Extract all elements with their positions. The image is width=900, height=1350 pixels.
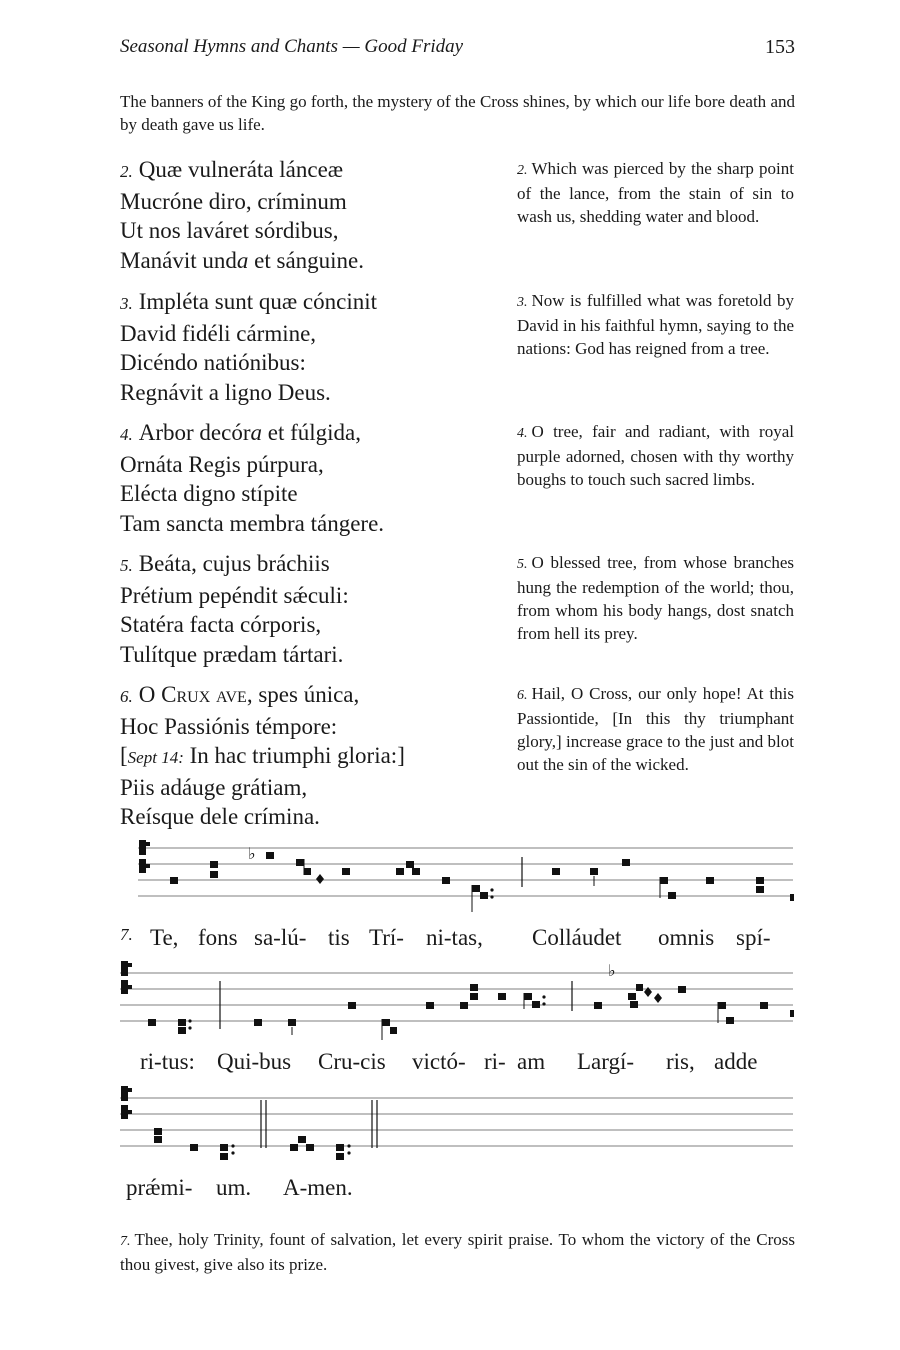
stanza-number: 4. — [517, 426, 528, 441]
chant-staff-1 — [120, 830, 795, 915]
verse-line: David fidéli cármine, — [120, 320, 317, 346]
english-translation: 5. O blessed tree, from whose branches hung the redemption of the world; thou, from whom his body hangs, dost snatch from hell its prey. — [517, 553, 794, 643]
chant-syllable: Largí- — [577, 1049, 635, 1074]
chant-syllable: sa-lú- — [254, 925, 307, 950]
latin-verse — [120, 418, 505, 538]
chant-syllable: fons — [198, 925, 238, 950]
running-header — [120, 36, 795, 66]
intro-translation: The banners of the King go forth, the mystery of the Cross shines, by which our life bore death and by death gave us life. — [120, 92, 795, 134]
verse-line: Dicéndo natiónibus: — [120, 350, 306, 375]
chant-lyrics-3 — [120, 1175, 795, 1205]
chant-syllable: ris, — [666, 1049, 695, 1074]
chant-staff-3 — [120, 1078, 795, 1168]
verse-line: Ut nos laváret sórdibus, — [120, 218, 339, 243]
chant-lyrics-2 — [120, 1049, 795, 1079]
verse-line: Tam sancta membra tángere. — [120, 510, 385, 536]
verse-line: 4. Arbor decóra et fúlgida, — [120, 420, 362, 445]
do-clef-icon — [139, 840, 150, 873]
chant-syllable: Trí- — [369, 925, 404, 950]
stanza-number: 3. — [120, 294, 133, 313]
stanza-number: 3. — [517, 295, 528, 310]
verse-line: Hoc Passiónis témpore: — [120, 713, 338, 739]
chant-syllable: prǽmi- — [126, 1175, 193, 1200]
english-translation: 4. O tree, fair and radiant, with royal purple adorned, chosen with thy worthy boughs to touch such sacred limbs. — [517, 422, 794, 489]
stanza-number: 5. — [120, 556, 133, 575]
chant-syllable: omnis — [658, 925, 715, 950]
verse-line: Mucróne diro, críminum — [120, 188, 347, 214]
stanza-number: 6. — [120, 687, 133, 706]
stanza-number: 6. — [517, 688, 528, 703]
verse-line: Prétium pepéndit sǽculi: — [120, 582, 349, 608]
stanza-number: 5. — [517, 557, 528, 572]
verse-line: 6. O Crux ave, spes única, — [120, 682, 360, 707]
english-translation: 2. Which was pierced by the sharp point of the lance, from the stain of sin to wash us, shedding water and blood. — [517, 159, 794, 226]
chant-syllable: ri-tus: — [140, 1049, 195, 1074]
svg-text:♭: ♭ — [248, 844, 256, 863]
stanza-number: 2. — [120, 162, 133, 181]
stanza-number: 7. — [120, 1234, 131, 1249]
chant-syllable: adde — [714, 1049, 758, 1074]
stanza-number: 2. — [517, 163, 528, 178]
latin-verse — [120, 287, 505, 407]
chant-syllable: spí- — [736, 925, 771, 950]
verse-line: [Sept 14: In hac triumphi gloria:] — [120, 743, 405, 768]
chant-syllable: Colláudet — [532, 925, 622, 950]
verse-line: 2. Quæ vulneráta lánceæ — [120, 157, 344, 182]
chant-syllable: A-men. — [283, 1175, 353, 1200]
page-number: 153 — [765, 36, 795, 58]
chant-syllable: Cru-cis — [318, 1049, 386, 1074]
chant-syllable: Qui-bus — [217, 1049, 292, 1074]
english-translation: 6. Hail, O Cross, our only hope! At this Passiontide, [In this thy triumphant glory,] increase grace to the just and blot out the sin of the wicked. — [517, 684, 794, 774]
chant-syllable: um. — [216, 1175, 252, 1200]
latin-verse — [120, 155, 505, 275]
chant-syllable: ri- — [484, 1049, 506, 1074]
chant-syllable: Te, — [150, 925, 179, 950]
verse-line: Piis adáuge grátiam, — [120, 774, 308, 800]
latin-verse — [120, 549, 505, 669]
chant-translation: 7. Thee, holy Trinity, fount of salvation, let every spirit praise. To whom the victory of the Cross thou givest, give also its prize. — [120, 1230, 795, 1274]
english-translation: 3. Now is fulfilled what was foretold by David in his faithful hymn, saying to the nations: God has reigned from a tree. — [517, 291, 794, 358]
verse-line: Ornáta Regis púrpura, — [120, 451, 324, 477]
verse-line: Reísque dele crímina. — [120, 804, 320, 829]
verse-line: Regnávit a ligno Deus. — [120, 379, 331, 405]
running-title: Seasonal Hymns and Chants — Good Friday — [120, 36, 464, 57]
verse-line: 5. Beáta, cujus bráchiis — [120, 551, 330, 576]
chant-syllable: tis — [328, 925, 350, 950]
chant-syllable: victó- — [412, 1049, 466, 1074]
verse-line: Tulítque prædam tártari. — [120, 641, 344, 667]
chant-syllable: am — [517, 1049, 546, 1074]
latin-verse — [120, 680, 505, 832]
chant-lyrics-1 — [120, 925, 795, 955]
svg-text:♭: ♭ — [608, 961, 616, 980]
chant-staff-2 — [120, 955, 795, 1040]
chant-syllable: ni-tas, — [426, 925, 483, 950]
chant-verse-number: 7. — [120, 925, 133, 944]
stanza-number: 4. — [120, 425, 133, 444]
verse-line: Statéra facta córporis, — [120, 612, 322, 637]
verse-line: Manávit unda et sánguine. — [120, 247, 365, 273]
verse-line: 3. Impléta sunt quæ cóncinit — [120, 289, 378, 314]
verse-line: Elécta digno stípite — [120, 481, 298, 506]
